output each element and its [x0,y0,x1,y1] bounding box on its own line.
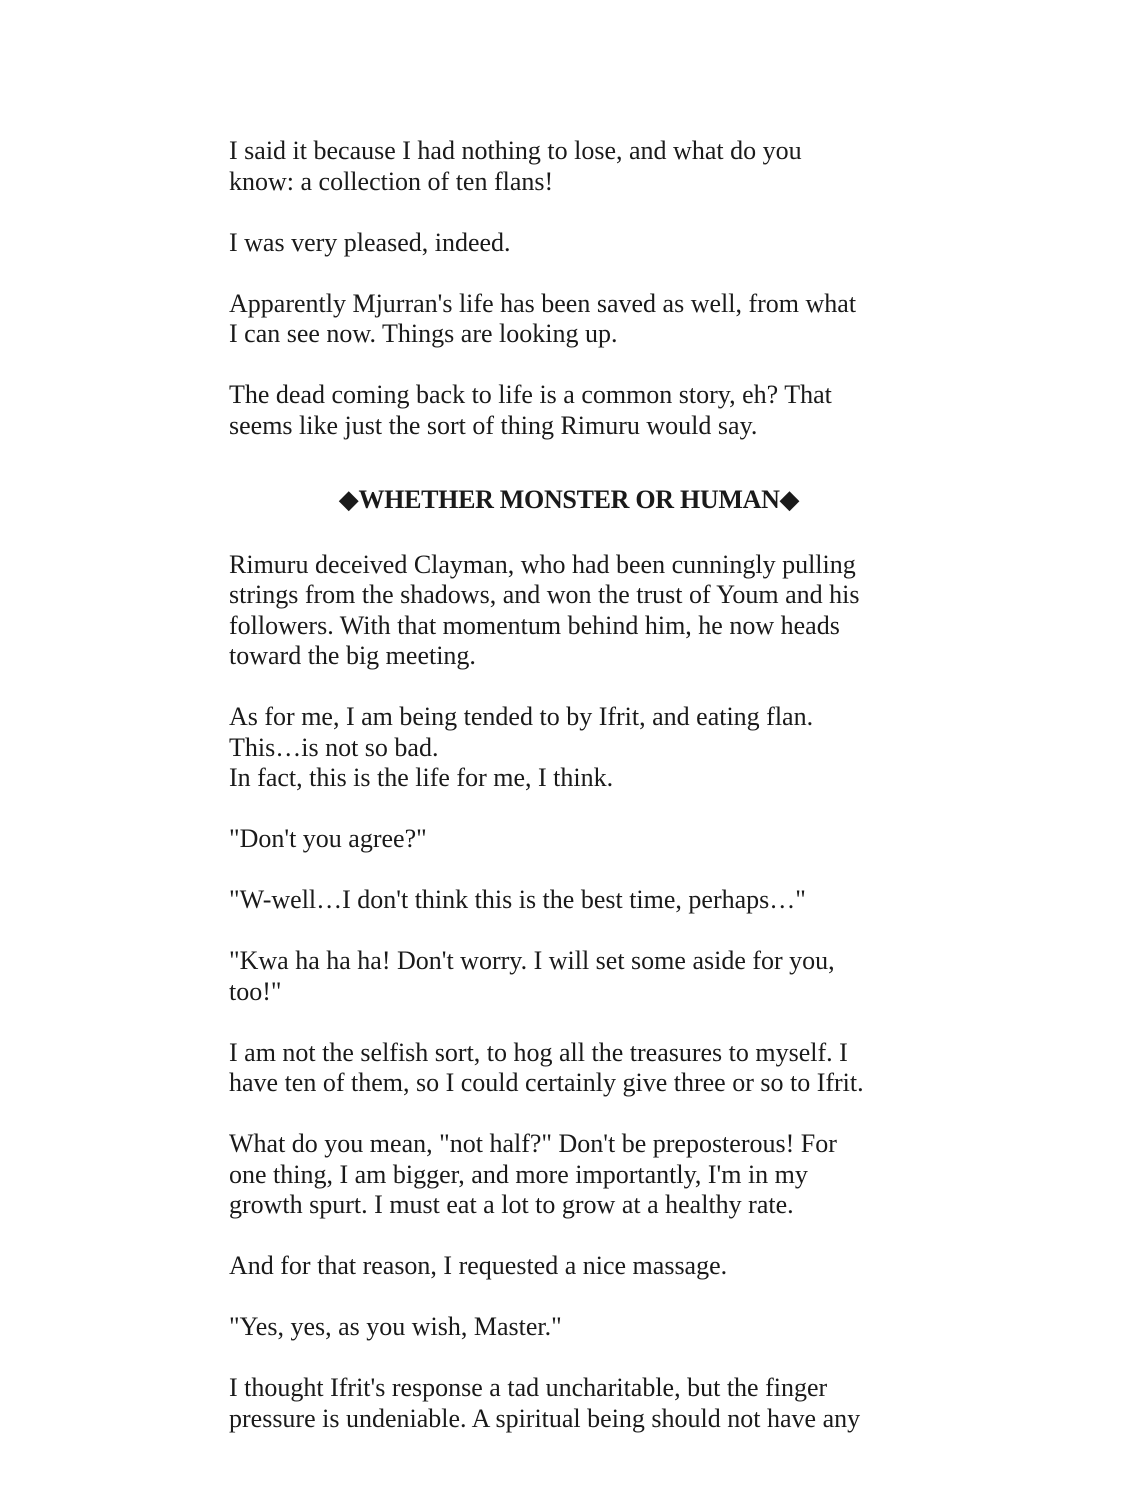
paragraph-tended-by-ifrit: As for me, I am being tended to by Ifrit, and eating flan. This…is not so bad. In fact, this is the life for me, I think. [229,702,814,792]
dialogue-w-well: "W-well…I don't think this is the best time, perhaps…" [229,885,806,914]
paragraph-pleased: I was very pleased, indeed. [229,227,511,257]
paragraph-dead-coming-back: The dead coming back to life is a common story, eh? That seems like just the sort of thing Rimuru would say. [229,380,832,440]
paragraph-massage: And for that reason, I requested a nice massage. [229,1251,728,1280]
dialogue-yes-master: "Yes, yes, as you wish, Master." [229,1312,562,1341]
paragraph-not-half: What do you mean, "not half?" Don't be preposterous! For one thing, I am bigger, and more importantly, I'm in my growth spurt. I must eat a lot to grow at a healthy rate. [229,1129,837,1219]
paragraph-not-selfish: I am not the selfish sort, to hog all the treasures to myself. I have ten of them, so I could certainly give three or so to Ifrit. [229,1037,864,1097]
text-column [229,136,909,1465]
paragraph-rimuru-deceived: Rimuru deceived Clayman, who had been cunningly pulling strings from the shadows, and won the trust of Youm and his followers. With that momentum behind him, he now heads toward the big meeting. [229,549,860,670]
paragraph-mjurran: Apparently Mjurran's life has been saved as well, from what I can see now. Things are looking up. [229,288,857,348]
dialogue-dont-you-agree: "Don't you agree?" [229,824,427,853]
dialogue-kwa-ha-ha: "Kwa ha ha ha! Don't worry. I will set some aside for you, too!" [229,946,835,1006]
paragraph-finger-pressure: I thought Ifrit's response a tad uncharitable, but the finger pressure is undeniable. A spiritual being should not have any [229,1373,861,1433]
section-heading: ◆WHETHER MONSTER OR HUMAN◆ [338,485,800,514]
paragraph-ten-flans: I said it because I had nothing to lose, and what do you know: a collection of ten flans! [229,136,802,196]
